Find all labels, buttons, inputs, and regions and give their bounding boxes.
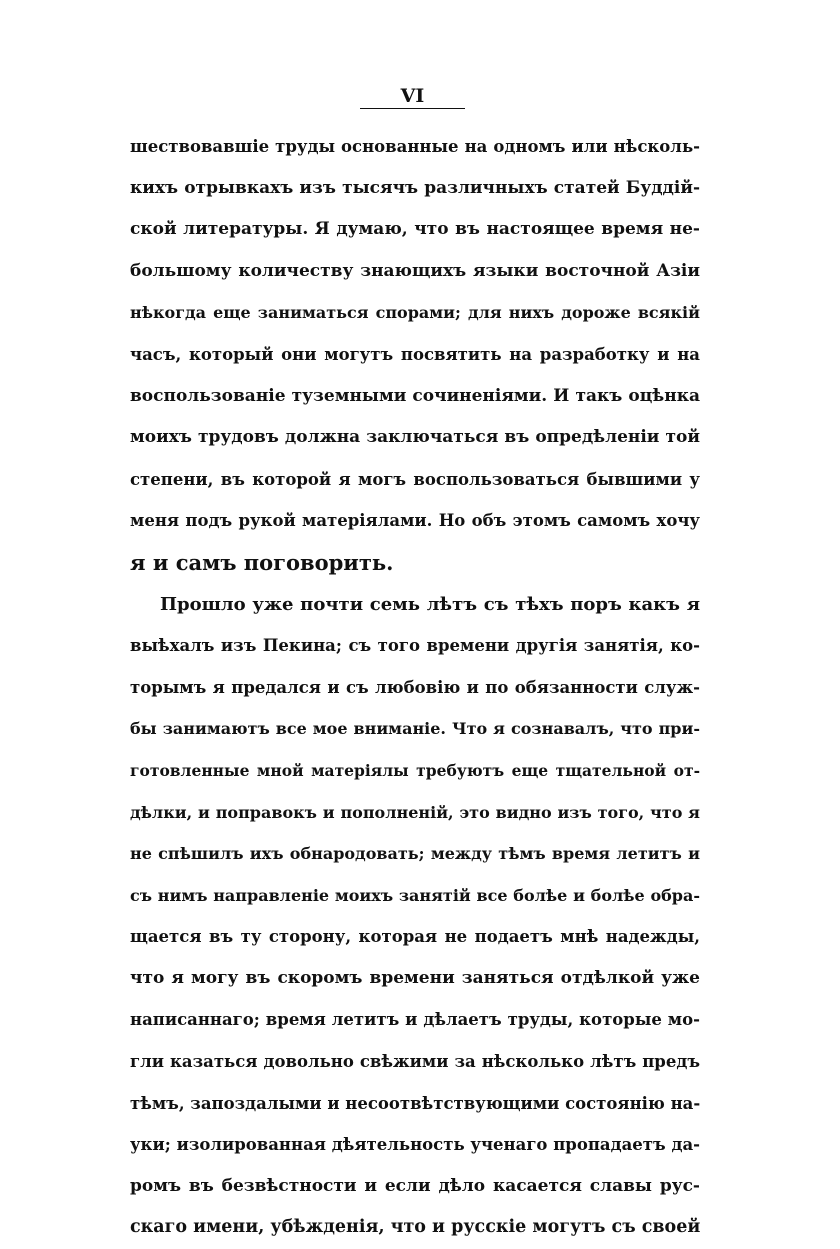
text-line: дѣлки, и поправокъ и пополненiй, это видно изъ того, что я — [130, 802, 700, 822]
text-line: воспользованiе туземными сочиненiями. И такъ оцѣнка — [130, 385, 700, 406]
text-line: кихъ отрывкахъ изъ тысячъ различныхъ статей Буддiй- — [130, 177, 700, 198]
text-line: торымъ я предался и съ любовiю и по обязанности служ- — [130, 677, 700, 697]
text-line: нѣкогда еще заниматься спорами; для нихъ дороже всякiй — [130, 303, 700, 323]
text-line: уки; изолированная дѣятельность ученаго пропадаетъ да- — [130, 1135, 700, 1155]
body-text — [130, 126, 700, 1249]
text-line: не спѣшилъ ихъ обнародовать; между тѣмъ время летитъ и — [130, 844, 700, 864]
header-rule — [360, 108, 465, 109]
text-line: гли казаться довольно свѣжими за нѣсколько лѣтъ предъ — [130, 1052, 700, 1072]
text-line: написаннаго; время летитъ и дѣлаетъ труды, которые мо- — [130, 1010, 700, 1030]
text-line: тѣмъ, запоздалыми и несоотвѣтствующими состоянiю на- — [130, 1093, 700, 1113]
paragraph-2 — [130, 584, 700, 1249]
text-line: часъ, который они могутъ посвятить на разработку и на — [130, 344, 700, 364]
text-line: бы занимаютъ все мое вниманiе. Что я сознавалъ, что при- — [130, 719, 700, 739]
page-header — [360, 86, 465, 109]
text-line: я и самъ поговорить. — [130, 549, 394, 575]
text-line: съ нимъ направленiе моихъ занятiй все болѣе и болѣе обра- — [130, 885, 700, 905]
text-line: большому количеству знающихъ языки восточной Азiи — [130, 260, 700, 281]
text-line: выѣхалъ изъ Пекина; съ того времени другiя занятiя, ко- — [130, 636, 700, 656]
text-line: степени, въ которой я могъ воспользоваться бывшими у — [130, 469, 700, 489]
text-line: меня подъ рукой матерiялами. Но объ этомъ самомъ хочу — [130, 511, 700, 531]
text-line: готовленные мной матерiялы требуютъ еще тщательной от- — [130, 760, 700, 780]
text-line: скаго имени, убѣжденiя, что и русскiе могутъ съ своей — [130, 1217, 700, 1238]
text-line: щается въ ту сторону, которая не подаетъ мнѣ надежды, — [130, 927, 700, 947]
text-line: моихъ трудовъ должна заключаться въ опредѣленiи той — [130, 427, 700, 448]
text-line: Прошло уже почти семь лѣтъ съ тѣхъ поръ какъ я — [160, 593, 700, 615]
text-line: ской литературы. Я думаю, что въ настоящее время не- — [130, 219, 700, 240]
page-number: VI — [400, 85, 425, 107]
text-line: шествовавшiе труды основанные на одномъ или нѣсколь- — [130, 137, 700, 156]
paragraph-1 — [130, 126, 700, 584]
text-line: что я могу въ скоромъ времени заняться отдѣлкой уже — [130, 967, 700, 988]
text-line: ромъ въ безвѣстности и если дѣло касается славы рус- — [130, 1175, 700, 1196]
